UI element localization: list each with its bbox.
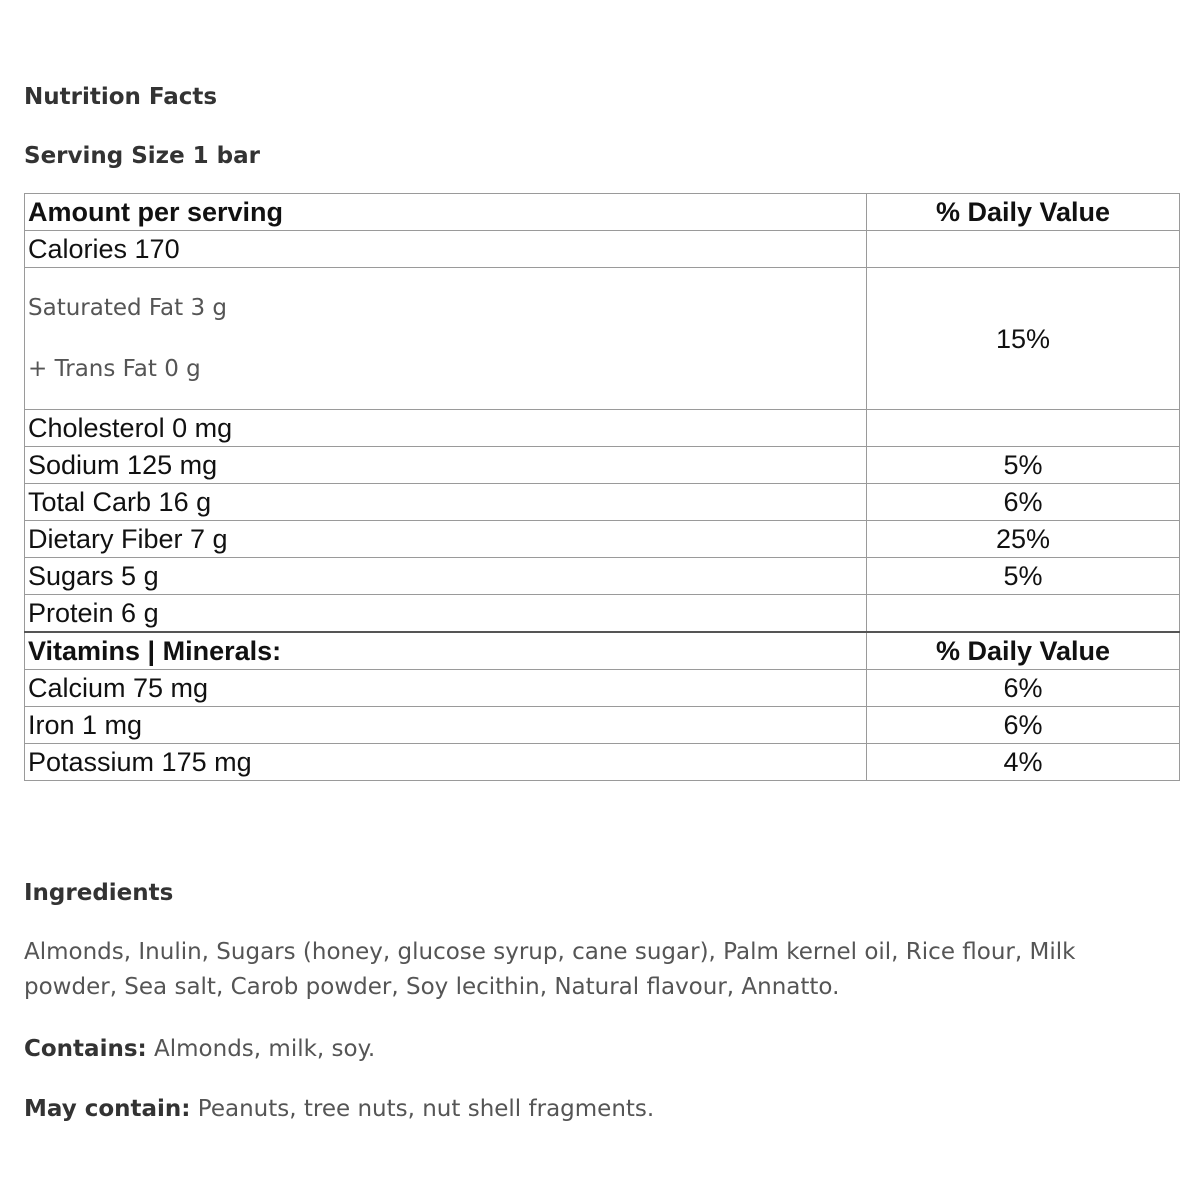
mineral-label: Iron 1 mg	[25, 707, 867, 744]
ingredients-text: Almonds, Inulin, Sugars (honey, glucose syrup, cane sugar), Palm kernel oil, Rice flour, Milk powder, Sea salt, Carob powder, Soy lecithin, Natural flavour, Annatto.	[24, 939, 1076, 1000]
nutrition-table	[24, 193, 1180, 781]
table-row	[25, 558, 1180, 595]
mineral-label: Calcium 75 mg	[25, 670, 867, 707]
daily-value-header: % Daily Value	[867, 194, 1180, 231]
trans-fat-label: + Trans Fat 0 g	[28, 356, 201, 382]
nutrient-label: Cholesterol 0 mg	[25, 410, 867, 447]
mineral-value: 4%	[867, 744, 1180, 781]
mineral-value: 6%	[867, 707, 1180, 744]
nutrient-label: Protein 6 g	[25, 595, 867, 633]
table-row	[25, 595, 1180, 633]
mineral-label: Potassium 175 mg	[25, 744, 867, 781]
nutrient-value: 15%	[867, 268, 1180, 410]
table-row	[25, 268, 1180, 410]
amount-header: Amount per serving	[25, 194, 867, 231]
nutrient-value: 25%	[867, 521, 1180, 558]
nutrient-value	[867, 595, 1180, 633]
may-contain-line	[24, 1092, 654, 1127]
nutrient-label: Sugars 5 g	[25, 558, 867, 595]
nutrient-label: Total Carb 16 g	[25, 484, 867, 521]
may-contain-label: May contain:	[24, 1096, 191, 1122]
contains-line	[24, 1032, 375, 1067]
contains-label: Contains:	[24, 1036, 147, 1062]
nutrient-value	[867, 231, 1180, 268]
nutrient-label: Sodium 125 mg	[25, 447, 867, 484]
vitamins-daily-value-header: % Daily Value	[867, 632, 1180, 670]
vitamins-header-row	[25, 632, 1180, 670]
table-row	[25, 521, 1180, 558]
table-row	[25, 410, 1180, 447]
table-row	[25, 447, 1180, 484]
serving-size: Serving Size 1 bar	[24, 143, 261, 169]
table-row	[25, 484, 1180, 521]
nutrient-label: Dietary Fiber 7 g	[25, 521, 867, 558]
table-row	[25, 670, 1180, 707]
vitamins-header: Vitamins | Minerals:	[25, 632, 867, 670]
mineral-value: 6%	[867, 670, 1180, 707]
page-title: Nutrition Facts	[24, 84, 218, 110]
nutrient-label: Calories 170	[25, 231, 867, 268]
nutrient-value: 5%	[867, 447, 1180, 484]
nutrient-value: 5%	[867, 558, 1180, 595]
table-row	[25, 231, 1180, 268]
may-contain-text: Peanuts, tree nuts, nut shell fragments.	[190, 1096, 655, 1122]
contains-text: Almonds, milk, soy.	[146, 1036, 376, 1062]
fat-cell	[25, 268, 867, 410]
table-row	[25, 744, 1180, 781]
table-header-row	[25, 194, 1180, 231]
table-row	[25, 707, 1180, 744]
saturated-fat-label: Saturated Fat 3 g	[28, 295, 228, 321]
nutrient-value	[867, 410, 1180, 447]
ingredients-title: Ingredients	[24, 880, 174, 906]
nutrient-value: 6%	[867, 484, 1180, 521]
